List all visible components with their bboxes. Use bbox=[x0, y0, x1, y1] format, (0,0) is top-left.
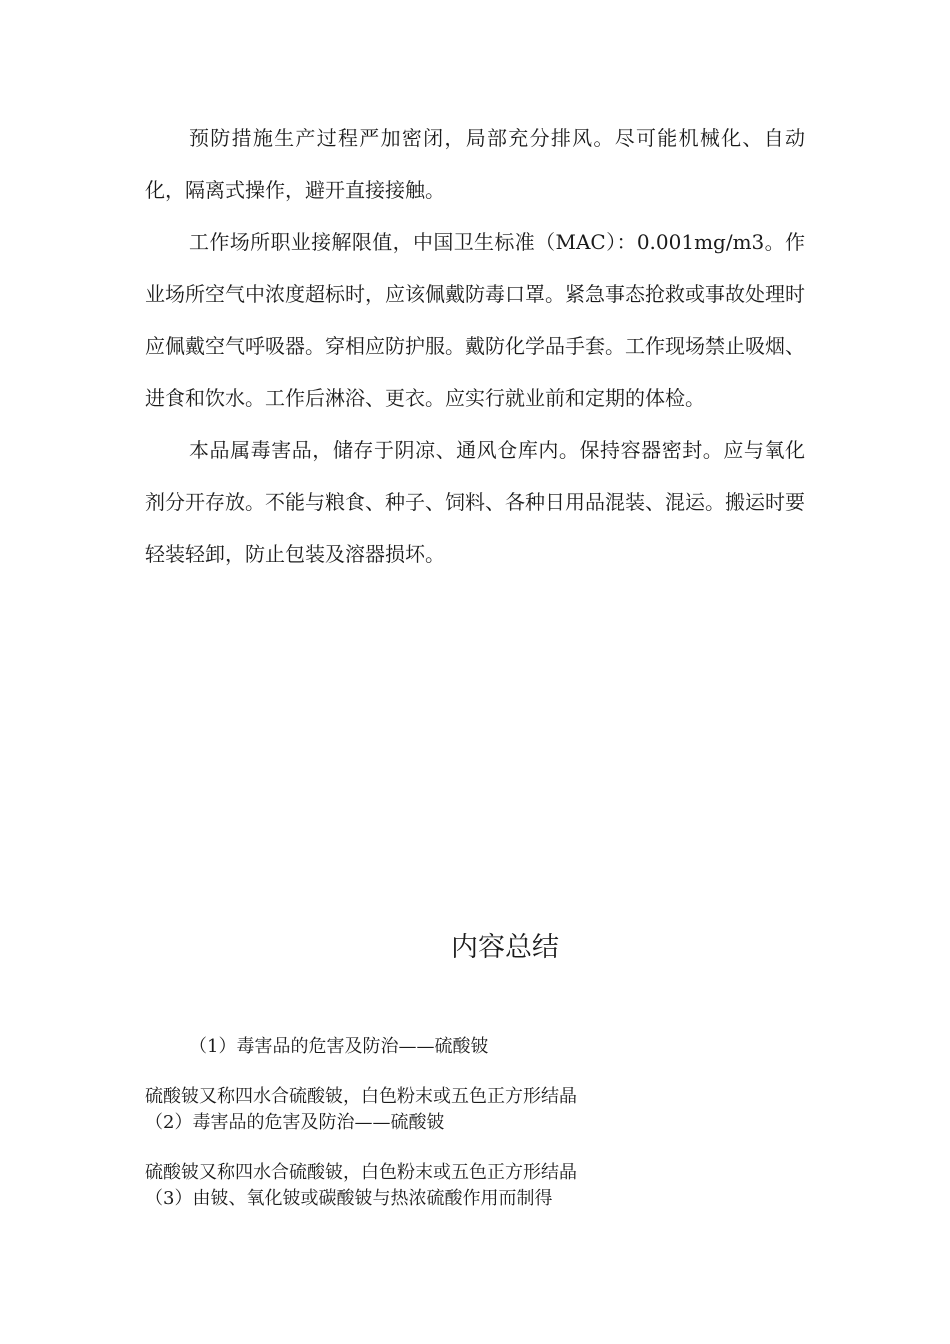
summary-title: 内容总结 bbox=[451, 932, 559, 963]
summary-section bbox=[145, 1034, 805, 1212]
summary-item-text: 硫酸铍又称四水合硫酸铍，白色粉末或五色正方形结晶 bbox=[145, 1086, 577, 1107]
paragraph-storage: 本品属毒害品，储存于阴凉、通风仓库内。保持容器密封。应与氧化剂分开存放。不能与粮食、种子、饲料、各种日用品混装、混运。搬运时要轻装轻卸，防止包装及溶器损坏。 bbox=[145, 438, 805, 566]
body-text bbox=[145, 112, 805, 580]
summary-item-heading: （3）由铍、氧化铍或碳酸铍与热浓硫酸作用而制得 bbox=[145, 1188, 553, 1209]
summary-item-text: 硫酸铍又称四水合硫酸铍，白色粉末或五色正方形结晶 bbox=[145, 1162, 577, 1183]
summary-item-heading: （2）毒害品的危害及防治——硫酸铍 bbox=[145, 1112, 445, 1133]
summary-item-heading: （1）毒害品的危害及防治——硫酸铍 bbox=[189, 1036, 489, 1057]
paragraph-exposure-limit: 工作场所职业接解限值，中国卫生标准（MAC）：0.001mg/m3。作业场所空气中浓度超标时，应该佩戴防毒口罩。紧急事态抢救或事故处理时应佩戴空气呼吸器。穿相应防护服。戴防化学品手套。工作现场禁止吸烟、进食和饮水。工作后淋浴、更衣。应实行就业前和定期的体检。 bbox=[145, 230, 805, 410]
paragraph-prevention: 预防措施生产过程严加密闭，局部充分排风。尽可能机械化、自动化，隔离式操作，避开直接接触。 bbox=[145, 126, 805, 202]
